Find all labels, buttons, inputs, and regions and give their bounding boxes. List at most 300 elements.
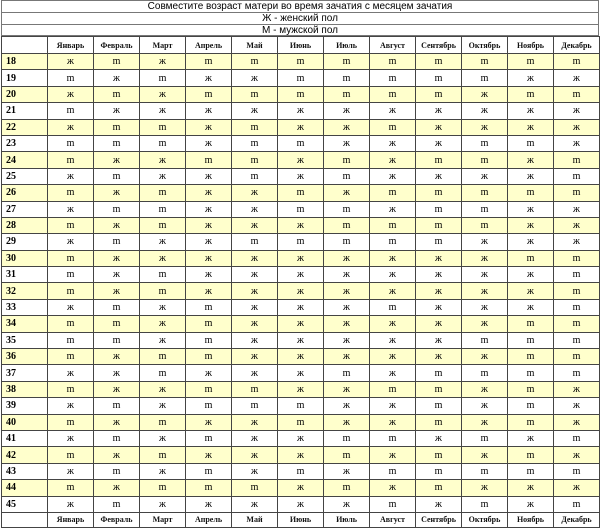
gender-cell: m [416,234,462,250]
table-row [2,349,600,365]
gender-cell: ж [508,283,554,299]
month-header-5: Май [232,512,278,527]
gender-cell: ж [140,332,186,348]
gender-cell: ж [324,135,370,151]
month-header-12: Декабрь [554,512,600,527]
month-header-2: Февраль [94,37,140,54]
gender-cell: m [48,381,94,397]
gender-cell: ж [370,103,416,119]
gender-cell: m [140,185,186,201]
gender-cell: ж [324,381,370,397]
age-cell: 28 [2,217,48,233]
gender-cell: ж [554,480,600,496]
gender-cell: ж [370,201,416,217]
gender-cell: m [140,201,186,217]
legend-female: Ж - женский пол [1,12,599,24]
age-cell: 27 [2,201,48,217]
gender-cell: m [508,398,554,414]
gender-cell: ж [94,349,140,365]
gender-cell: m [416,447,462,463]
gender-cell: ж [186,119,232,135]
gender-cell: ж [140,463,186,479]
gender-cell: m [186,332,232,348]
gender-cell: m [140,480,186,496]
age-cell: 21 [2,103,48,119]
gender-cell: m [278,86,324,102]
gender-cell: ж [462,299,508,315]
gender-cell: m [416,54,462,70]
age-cell: 40 [2,414,48,430]
gender-cell: m [278,398,324,414]
gender-cell: m [370,234,416,250]
table-body [2,54,600,513]
month-header-5: Май [232,37,278,54]
month-header-12: Декабрь [554,37,600,54]
gender-cell: ж [94,447,140,463]
gender-cell: ж [94,185,140,201]
gender-cell: m [462,332,508,348]
gender-cell: m [278,70,324,86]
gender-cell: ж [324,299,370,315]
gender-cell: m [508,250,554,266]
gender-cell: ж [370,168,416,184]
gender-cell: m [370,430,416,446]
gender-cell: ж [554,70,600,86]
gender-cell: m [94,54,140,70]
gender-cell: ж [140,234,186,250]
table-row [2,480,600,496]
age-cell: 25 [2,168,48,184]
gender-cell: ж [94,217,140,233]
gender-cell: ж [462,398,508,414]
age-cell: 44 [2,480,48,496]
gender-cell: ж [94,480,140,496]
table-row [2,496,600,512]
gender-cell: ж [186,201,232,217]
gender-cell: m [278,201,324,217]
gender-cell: ж [508,480,554,496]
gender-cell: m [140,365,186,381]
gender-cell: ж [140,103,186,119]
table-row [2,217,600,233]
gender-cell: m [416,152,462,168]
gender-cell: m [554,86,600,102]
gender-cell: ж [48,234,94,250]
gender-cell: ж [416,283,462,299]
gender-cell: m [416,463,462,479]
gender-cell: ж [554,103,600,119]
gender-cell: ж [48,201,94,217]
gender-cell: ж [232,496,278,512]
gender-cell: ж [370,414,416,430]
gender-cell: ж [508,267,554,283]
gender-cell: m [508,447,554,463]
gender-cell: ж [48,119,94,135]
gender-cell: m [462,185,508,201]
age-cell: 41 [2,430,48,446]
gender-cell: m [554,283,600,299]
gender-cell: ж [48,86,94,102]
gender-cell: ж [140,398,186,414]
age-cell: 19 [2,70,48,86]
gender-cell: m [140,217,186,233]
gender-cell: ж [554,398,600,414]
gender-cell: m [232,86,278,102]
gender-cell: ж [186,70,232,86]
month-header-7: Июль [324,37,370,54]
gender-cell: ж [370,365,416,381]
gender-cell: m [232,119,278,135]
gender-cell: ж [186,267,232,283]
gender-cell: ж [140,381,186,397]
gender-cell: ж [232,365,278,381]
gender-cell: ж [416,496,462,512]
gender-cell: m [554,349,600,365]
table-row [2,201,600,217]
gender-cell: m [416,480,462,496]
gender-cell: ж [462,119,508,135]
gender-cell: m [554,365,600,381]
gender-cell: ж [186,103,232,119]
gender-cell: ж [462,168,508,184]
gender-cell: m [140,135,186,151]
gender-cell: m [186,299,232,315]
age-cell: 39 [2,398,48,414]
gender-cell: m [48,250,94,266]
month-header-11: Ноябрь [508,37,554,54]
gender-cell: ж [48,496,94,512]
gender-cell: ж [94,70,140,86]
month-header-10: Октябрь [462,37,508,54]
gender-cell: ж [462,414,508,430]
gender-cell: ж [94,414,140,430]
gender-cell: ж [278,267,324,283]
gender-cell: ж [278,299,324,315]
gender-cell: m [48,267,94,283]
gender-cell: m [48,135,94,151]
gender-cell: ж [232,267,278,283]
month-header-6: Июнь [278,512,324,527]
table-row [2,70,600,86]
gender-cell: m [462,430,508,446]
gender-cell: ж [278,365,324,381]
gender-cell: ж [48,365,94,381]
gender-cell: ж [416,103,462,119]
gender-cell: ж [324,414,370,430]
gender-cell: ж [462,480,508,496]
table-row [2,299,600,315]
gender-cell: ж [232,283,278,299]
gender-cell: ж [462,349,508,365]
gender-cell: ж [94,152,140,168]
conception-table [1,36,600,528]
gender-cell: m [508,86,554,102]
gender-cell: ж [324,332,370,348]
gender-cell: m [48,217,94,233]
gender-cell: ж [232,217,278,233]
gender-cell: m [94,135,140,151]
gender-cell: m [140,283,186,299]
age-cell: 45 [2,496,48,512]
gender-cell: ж [232,250,278,266]
gender-cell: m [416,70,462,86]
table-row [2,267,600,283]
gender-cell: ж [508,168,554,184]
month-header-10: Октябрь [462,512,508,527]
age-cell: 23 [2,135,48,151]
gender-cell: ж [416,349,462,365]
gender-cell: m [232,135,278,151]
gender-cell: m [462,217,508,233]
gender-cell: m [554,496,600,512]
gender-cell: ж [186,185,232,201]
gender-cell: m [462,54,508,70]
gender-cell: m [140,119,186,135]
gender-cell: ж [554,119,600,135]
gender-cell: m [48,185,94,201]
gender-cell: m [416,365,462,381]
gender-cell: m [94,316,140,332]
gender-cell: ж [232,185,278,201]
gender-cell: m [416,414,462,430]
gender-cell: ж [278,250,324,266]
age-cell: 18 [2,54,48,70]
gender-cell: ж [232,463,278,479]
gender-cell: m [370,185,416,201]
month-header-1: Январь [48,37,94,54]
gender-cell: m [554,250,600,266]
month-header-3: Март [140,512,186,527]
gender-cell: ж [94,250,140,266]
gender-cell: ж [140,168,186,184]
gender-cell: ж [278,103,324,119]
gender-cell: m [462,135,508,151]
gender-cell: m [324,168,370,184]
gender-cell: m [140,447,186,463]
gender-cell: ж [508,70,554,86]
month-header-3: Март [140,37,186,54]
gender-cell: ж [278,332,324,348]
month-header-4: Апрель [186,512,232,527]
gender-cell: ж [48,299,94,315]
gender-cell: ж [48,168,94,184]
age-cell: 20 [2,86,48,102]
gender-cell: m [324,201,370,217]
month-header-8: Август [370,37,416,54]
gender-cell: ж [462,316,508,332]
gender-cell: ж [370,332,416,348]
gender-cell: ж [186,168,232,184]
gender-cell: m [48,283,94,299]
gender-cell: m [232,168,278,184]
gender-cell: m [140,349,186,365]
gender-cell: ж [278,152,324,168]
table-row [2,119,600,135]
gender-cell: m [508,463,554,479]
gender-cell: m [370,381,416,397]
table-row [2,152,600,168]
gender-cell: ж [462,447,508,463]
gender-cell: ж [416,250,462,266]
gender-cell: m [94,299,140,315]
gender-cell: m [186,398,232,414]
gender-cell: ж [462,250,508,266]
gender-cell: m [370,119,416,135]
gender-cell: m [554,463,600,479]
gender-cell: ж [554,447,600,463]
gender-cell: m [554,332,600,348]
gender-cell: ж [232,70,278,86]
gender-cell: m [186,349,232,365]
gender-cell: m [140,414,186,430]
table-row [2,381,600,397]
gender-cell: ж [140,496,186,512]
gender-cell: m [416,381,462,397]
table-footer [2,512,600,527]
gender-cell: m [94,168,140,184]
table-header [2,37,600,54]
gender-cell: m [232,480,278,496]
gender-cell: m [278,185,324,201]
gender-cell: ж [48,398,94,414]
month-header-9: Сентябрь [416,512,462,527]
gender-cell: m [94,234,140,250]
gender-cell: ж [508,217,554,233]
gender-cell: ж [554,381,600,397]
gender-cell: ж [416,135,462,151]
gender-cell: m [462,463,508,479]
gender-cell: m [94,332,140,348]
gender-cell: ж [140,152,186,168]
gender-cell: m [508,381,554,397]
gender-cell: m [370,217,416,233]
gender-cell: m [278,135,324,151]
gender-cell: m [48,316,94,332]
corner-cell [2,512,48,527]
gender-cell: ж [48,463,94,479]
gender-cell: m [324,86,370,102]
gender-cell: ж [140,86,186,102]
gender-cell: ж [278,217,324,233]
gender-cell: m [140,267,186,283]
gender-cell: ж [140,299,186,315]
gender-cell: ж [324,496,370,512]
gender-cell: ж [140,250,186,266]
gender-cell: ж [462,381,508,397]
table-row [2,103,600,119]
gender-cell: m [94,201,140,217]
gender-cell: ж [278,316,324,332]
gender-cell: m [324,152,370,168]
table-row [2,414,600,430]
age-cell: 43 [2,463,48,479]
age-cell: 33 [2,299,48,315]
gender-cell: ж [232,103,278,119]
table-row [2,185,600,201]
gender-cell: m [324,430,370,446]
gender-cell: m [462,201,508,217]
gender-cell: m [278,234,324,250]
gender-cell: m [508,135,554,151]
age-cell: 32 [2,283,48,299]
gender-cell: m [232,381,278,397]
gender-cell: m [416,185,462,201]
gender-cell: ж [186,250,232,266]
gender-cell: m [416,86,462,102]
gender-cell: m [94,496,140,512]
gender-cell: ж [370,349,416,365]
gender-cell: ж [186,135,232,151]
gender-cell: ж [554,135,600,151]
gender-cell: m [278,463,324,479]
gender-cell: m [462,152,508,168]
gender-cell: ж [324,283,370,299]
gender-chart [1,0,599,528]
gender-cell: ж [324,185,370,201]
gender-cell: m [416,217,462,233]
month-header-row [2,37,600,54]
gender-cell: ж [370,447,416,463]
gender-cell: ж [186,496,232,512]
gender-cell: ж [462,103,508,119]
table-row [2,365,600,381]
table-row [2,135,600,151]
gender-cell: ж [140,316,186,332]
month-header-11: Ноябрь [508,512,554,527]
gender-cell: m [324,70,370,86]
gender-cell: m [186,86,232,102]
gender-cell: ж [186,365,232,381]
age-cell: 30 [2,250,48,266]
gender-cell: ж [94,365,140,381]
gender-cell: m [94,398,140,414]
table-row [2,463,600,479]
gender-cell: ж [324,250,370,266]
gender-cell: m [508,185,554,201]
gender-cell: ж [186,234,232,250]
gender-cell: m [370,299,416,315]
gender-cell: m [554,430,600,446]
gender-cell: m [462,70,508,86]
age-cell: 36 [2,349,48,365]
gender-cell: m [508,349,554,365]
gender-cell: ж [278,168,324,184]
gender-cell: ж [324,398,370,414]
gender-cell: m [94,119,140,135]
gender-cell: ж [462,86,508,102]
table-row [2,332,600,348]
gender-cell: m [48,414,94,430]
gender-cell: m [324,217,370,233]
gender-cell: ж [232,299,278,315]
gender-cell: ж [324,316,370,332]
age-cell: 26 [2,185,48,201]
gender-cell: ж [232,332,278,348]
gender-cell: m [232,398,278,414]
gender-cell: m [186,480,232,496]
gender-cell: m [370,54,416,70]
gender-cell: m [186,463,232,479]
gender-cell: m [508,365,554,381]
gender-cell: m [186,316,232,332]
gender-cell: ж [324,349,370,365]
gender-cell: m [416,398,462,414]
gender-cell: ж [554,217,600,233]
gender-cell: ж [48,430,94,446]
gender-cell: ж [232,316,278,332]
gender-cell: m [554,316,600,332]
gender-cell: m [48,70,94,86]
